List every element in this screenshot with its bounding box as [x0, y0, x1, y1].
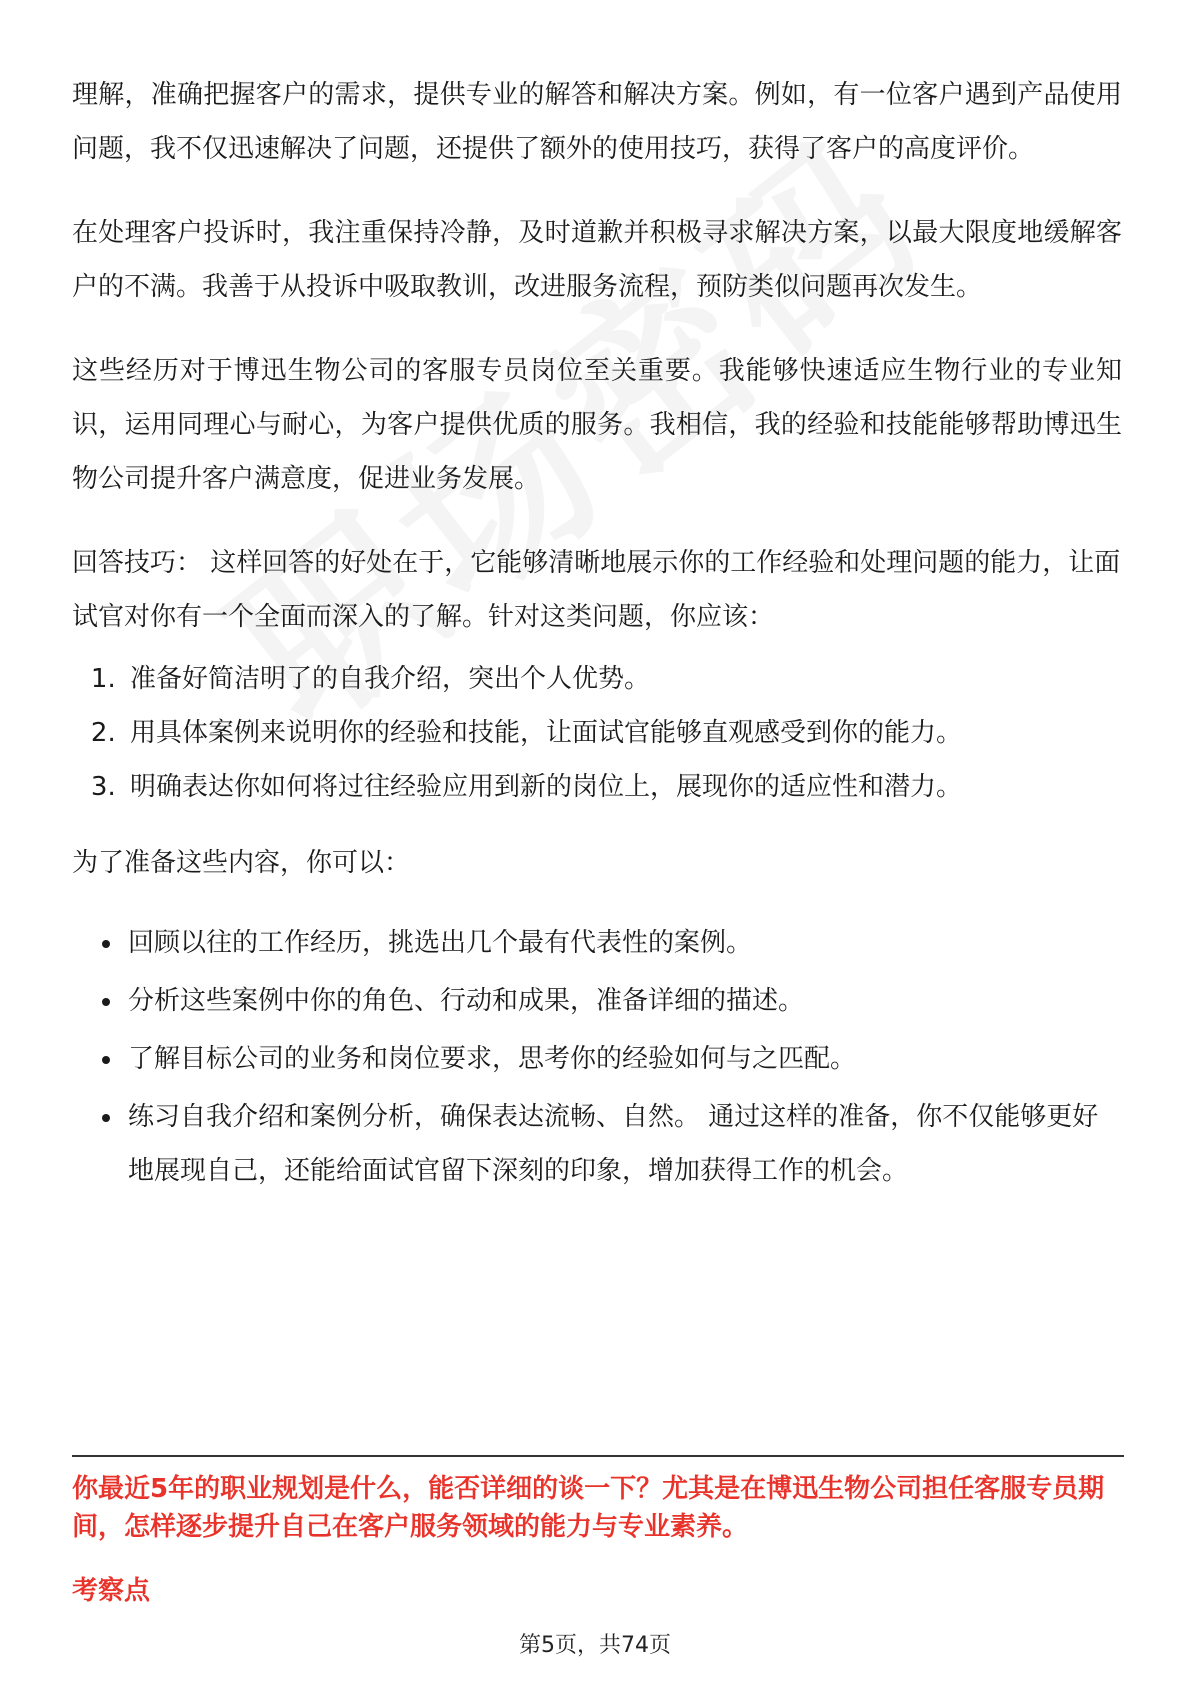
steps-list	[72, 652, 1122, 814]
document-body	[72, 68, 1122, 1202]
list-item: • 回顾以往的工作经历，挑选出几个最有代表性的案例。	[124, 916, 1122, 970]
question-heading: 你最近5年的职业规划是什么，能否详细的谈一下？尤其是在博迅生物公司担任客服专员期间，怎样逐步提升自己在客户服务领域的能力与专业素养。	[72, 1474, 1105, 1542]
section-divider	[72, 1455, 1124, 1457]
preparation-intro: 为了准备这些内容，你可以：	[72, 848, 411, 878]
bullet-list	[72, 916, 1122, 1198]
paragraph: 理解，准确把握客户的需求，提供专业的解答和解决方案。例如，有一位客户遇到产品使用问题，我不仅迅速解决了问题，还提供了额外的使用技巧，获得了客户的高度评价。	[72, 80, 1122, 164]
answer-tips: 回答技巧： 这样回答的好处在于，它能够清晰地展示你的工作经验和处理问题的能力，让面试官对你有一个全面而深入的了解。针对这类问题，你应该：	[72, 548, 1121, 632]
list-item: • 分析这些案例中你的角色、行动和成果，准备详细的描述。	[124, 974, 1122, 1028]
list-item: 1. 准备好简洁明了的自我介绍，突出个人优势。	[124, 652, 1122, 706]
list-item: • 练习自我介绍和案例分析，确保表达流畅、自然。 通过这样的准备，你不仅能够更好地展现自己，还能给面试官留下深刻的印象，增加获得工作的机会。	[124, 1090, 1122, 1198]
paragraph: 在处理客户投诉时，我注重保持冷静，及时道歉并积极寻求解决方案，以最大限度地缓解客户的不满。我善于从投诉中吸取教训，改进服务流程，预防类似问题再次发生。	[72, 218, 1122, 302]
list-item: 3. 明确表达你如何将过往经验应用到新的岗位上，展现你的适应性和潜力。	[124, 760, 1122, 814]
list-item: • 了解目标公司的业务和岗位要求，思考你的经验如何与之匹配。	[124, 1032, 1122, 1086]
section-label: 考察点	[72, 1576, 151, 1606]
page-number: 第5页，共74页	[519, 1633, 671, 1658]
list-item: 2. 用具体案例来说明你的经验和技能，让面试官能够直观感受到你的能力。	[124, 706, 1122, 760]
paragraph: 这些经历对于博迅生物公司的客服专员岗位至关重要。我能够快速适应生物行业的专业知识，运用同理心与耐心，为客户提供优质的服务。我相信，我的经验和技能能够帮助博迅生物公司提升客户满意度，促进业务发展。	[72, 356, 1122, 494]
